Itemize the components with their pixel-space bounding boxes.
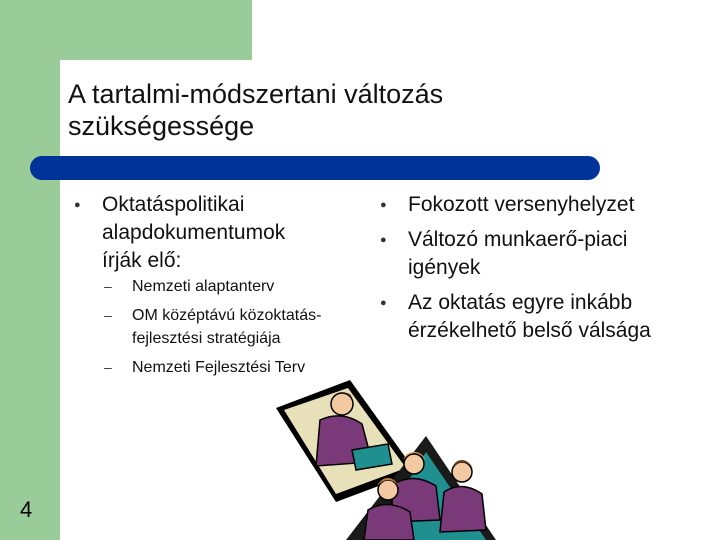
- sub-bullet-item: – OM középtávú közoktatás-fejlesztési stratégiája: [102, 304, 326, 350]
- right-bullet-item: ● Az oktatás egyre inkább érzékelhető belső válsága: [382, 289, 702, 345]
- right-column: [382, 191, 702, 352]
- clipart-student-body: [440, 486, 486, 532]
- clipart-student-body: [364, 504, 414, 540]
- page-number: 4: [20, 497, 33, 522]
- sub-bullet-list: [102, 275, 326, 379]
- title-underline-bar: [30, 156, 600, 180]
- classroom-clipart: [276, 380, 496, 540]
- slide-title: [68, 78, 443, 142]
- right-bullet-item: ● Fokozott versenyhelyzet: [382, 191, 702, 219]
- clipart-student-head: [452, 462, 472, 482]
- right-bullet-list: [382, 191, 702, 345]
- title-line-2: szükségessége: [68, 111, 255, 141]
- green-top-block: [0, 0, 252, 60]
- left-bullet-list: [76, 191, 326, 379]
- green-sidebar: [0, 0, 60, 540]
- clipart-student-head: [404, 454, 424, 474]
- left-column: [76, 191, 326, 386]
- clipart-teacher-head: [331, 393, 353, 415]
- right-bullet-item: ● Változó munkaerő-piaci igények: [382, 226, 702, 282]
- sub-bullet-item: – Nemzeti Fejlesztési Terv: [102, 356, 326, 379]
- title-line-1: A tartalmi-módszertani változás: [68, 79, 444, 109]
- sub-bullet-item: – Nemzeti alaptanterv: [102, 275, 326, 298]
- left-bullet-text: Oktatáspolitikai alapdokumentumok írják elő:: [102, 193, 286, 272]
- left-bullet-item: [76, 191, 326, 379]
- clipart-student-head: [378, 480, 398, 500]
